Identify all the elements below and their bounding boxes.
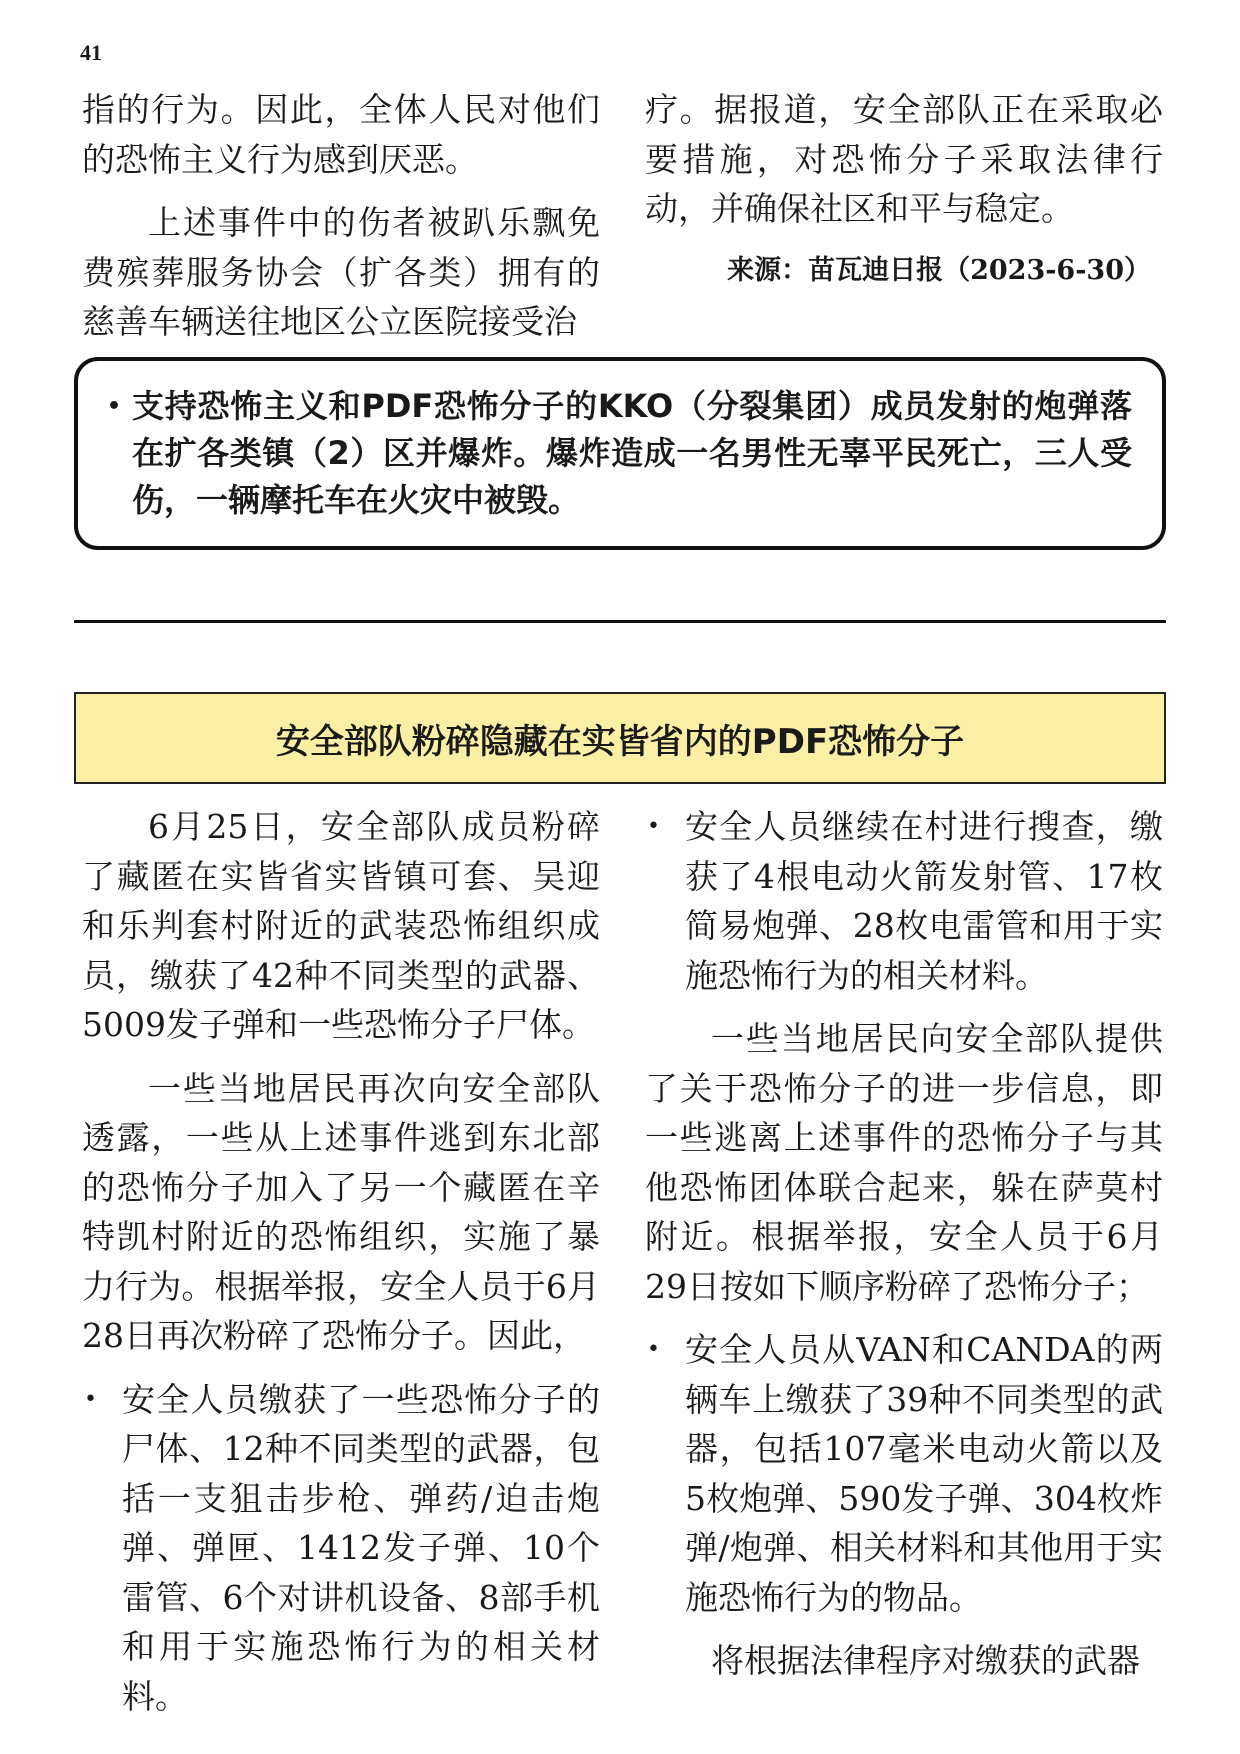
notice-text: 支持恐怖主义和PDF恐怖分子的KKO（分裂集团）成员发射的炮弹落在扩各类镇（2）区并爆炸。爆炸造成一名男性无辜平民死亡，三人受伤，一辆摩托车在火灾中被毁。	[132, 387, 1132, 519]
bullet-item-text: 安全人员继续在村进行搜查，缴获了4根电动火箭发射管、17枚简易炮弹、28枚电雷管和用于实施恐怖行为的相关材料。	[685, 807, 1163, 995]
bullet-item-text: 安全人员从VAN和CANDA的两辆车上缴获了39种不同类型的武器，包括107毫米电动火箭以及5枚炮弹、590发子弹、304枚炸弹/炮弹、相关材料和其他用于实施恐怖行为的物品。	[685, 1330, 1163, 1617]
page-number: 41	[80, 40, 102, 65]
top-article-left-column	[82, 85, 600, 347]
bullet-item-text: 安全人员缴获了一些恐怖分子的尸体、12种不同类型的武器，包括一支狙击步枪、弹药/迫击炮弹、弹匣、1412发子弹、10个雷管、6个对讲机设备、8部手机和用于实施恐怖行为的相关材料。	[122, 1379, 600, 1716]
article-right-column	[645, 802, 1163, 1686]
article-bullet-item-2	[645, 802, 1163, 1000]
notice-box	[74, 357, 1166, 550]
article-bullet-item-3	[645, 1325, 1163, 1622]
bullet-icon: •	[647, 1337, 660, 1362]
bullet-icon: •	[106, 394, 122, 419]
top-article-right-column	[645, 85, 1163, 295]
top-article-paragraph-3: 疗。据报道，安全部队正在采取必要措施，对恐怖分子采取法律行动，并确保社区和平与稳定。	[645, 90, 1163, 228]
bullet-icon: •	[84, 1386, 97, 1412]
top-article-paragraph-1: 指的行为。因此，全体人民对他们的恐怖主义行为感到厌恶。	[82, 90, 600, 179]
article-paragraph-1: 6月25日，安全部队成员粉碎了藏匿在实皆省实皆镇可套、吴迎和乐判套村附近的武装恐怖组织成员，缴获了42种不同类型的武器、5009发子弹和一些恐怖分子尸体。	[82, 807, 600, 1044]
article-paragraph-3: 一些当地居民向安全部队提供了关于恐怖分子的进一步信息，即一些逃离上述事件的恐怖分子与其他恐怖团体联合起来，躲在萨莫村附近。根据举报，安全人员于6月29日按如下顺序粉碎了恐怖分子；	[645, 1019, 1163, 1306]
article-headline: 安全部队粉碎隐藏在实皆省内的PDF恐怖分子	[275, 721, 965, 762]
article-bullet-item-1	[82, 1375, 600, 1722]
top-article-paragraph-2: 上述事件中的伤者被趴乐飘免费殡葬服务协会（扩各类）拥有的慈善车辆送往地区公立医院接受治	[82, 203, 600, 341]
article-paragraph-4: 将根据法律程序对缴获的武器	[711, 1641, 1140, 1680]
bullet-icon: •	[647, 814, 660, 839]
article-source: 来源：苗瓦迪日报（2023-6-30）	[727, 254, 1151, 286]
headline-box	[74, 692, 1166, 784]
section-divider	[74, 620, 1166, 623]
article-left-column	[82, 802, 600, 1721]
article-paragraph-2: 一些当地居民再次向安全部队透露，一些从上述事件逃到东北部的恐怖分子加入了另一个藏匿在辛特凯村附近的恐怖组织，实施了暴力行为。根据举报，安全人员于6月28日再次粉碎了恐怖分子。因此，	[82, 1068, 600, 1355]
notice-item	[96, 383, 1132, 524]
